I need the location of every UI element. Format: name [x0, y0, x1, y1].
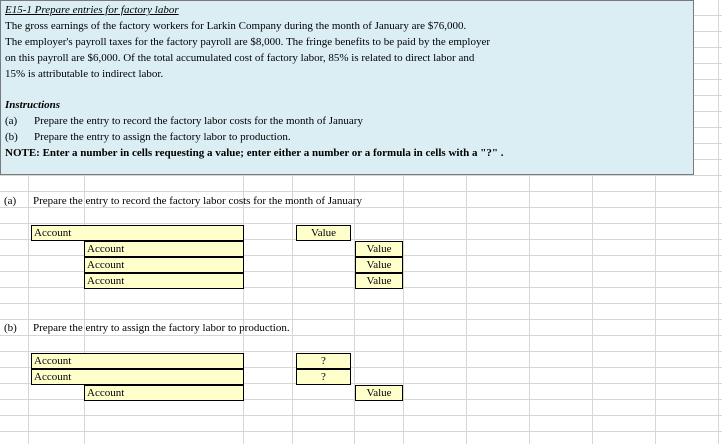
part-a-credit-account-cell[interactable]: Account [84, 241, 244, 257]
part-a-credit-value-cell[interactable]: Value [355, 241, 403, 257]
part-b-credit-account-cell[interactable]: Account [84, 385, 244, 401]
instructions-note: NOTE: Enter a number in cells requesting a value; enter either a number or a formula in cells with a "?" . [5, 147, 504, 159]
part-a-credit-account-cell[interactable]: Account [84, 273, 244, 289]
part-a-debit-value-cell[interactable]: Value [296, 225, 351, 241]
part-a-marker: (a) [4, 195, 17, 207]
instruction-marker: (a) [5, 115, 18, 127]
part-b-instruction: Prepare the entry to assign the factory labor to production. [33, 322, 290, 334]
part-b-debit-account-cell[interactable]: Account [31, 353, 244, 369]
part-a-debit-account-cell[interactable]: Account [31, 225, 244, 241]
part-b-debit-value-cell[interactable]: ? [296, 369, 351, 385]
part-b-credit-value-cell[interactable]: Value [355, 385, 403, 401]
problem-line: 15% is attributable to indirect labor. [5, 68, 164, 80]
problem-line: The employer's payroll taxes for the factory payroll are $8,000. The fringe benefits to be paid by the employer [5, 36, 491, 48]
instruction-marker: (b) [5, 131, 18, 143]
instruction-text: Prepare the entry to assign the factory labor to production. [34, 131, 291, 143]
instructions-heading: Instructions [5, 99, 61, 111]
problem-description-panel [0, 0, 694, 175]
part-b-debit-account-cell[interactable]: Account [31, 369, 244, 385]
instruction-text: Prepare the entry to record the factory labor costs for the month of January [34, 115, 363, 127]
problem-line: on this payroll are $6,000. Of the total accumulated cost of factory labor, 85% is related to direct labor and [5, 52, 475, 64]
part-b-marker: (b) [4, 322, 17, 334]
problem-line: The gross earnings of the factory workers for Larkin Company during the month of January are $76,000. [5, 20, 467, 32]
problem-title: E15-1 Prepare entries for factory labor [5, 4, 179, 16]
part-a-instruction: Prepare the entry to record the factory labor costs for the month of January [33, 195, 362, 207]
part-a-credit-account-cell[interactable]: Account [84, 257, 244, 273]
part-a-credit-value-cell[interactable]: Value [355, 257, 403, 273]
grid-column-line [718, 0, 719, 444]
part-a-credit-value-cell[interactable]: Value [355, 273, 403, 289]
part-b-debit-value-cell[interactable]: ? [296, 353, 351, 369]
